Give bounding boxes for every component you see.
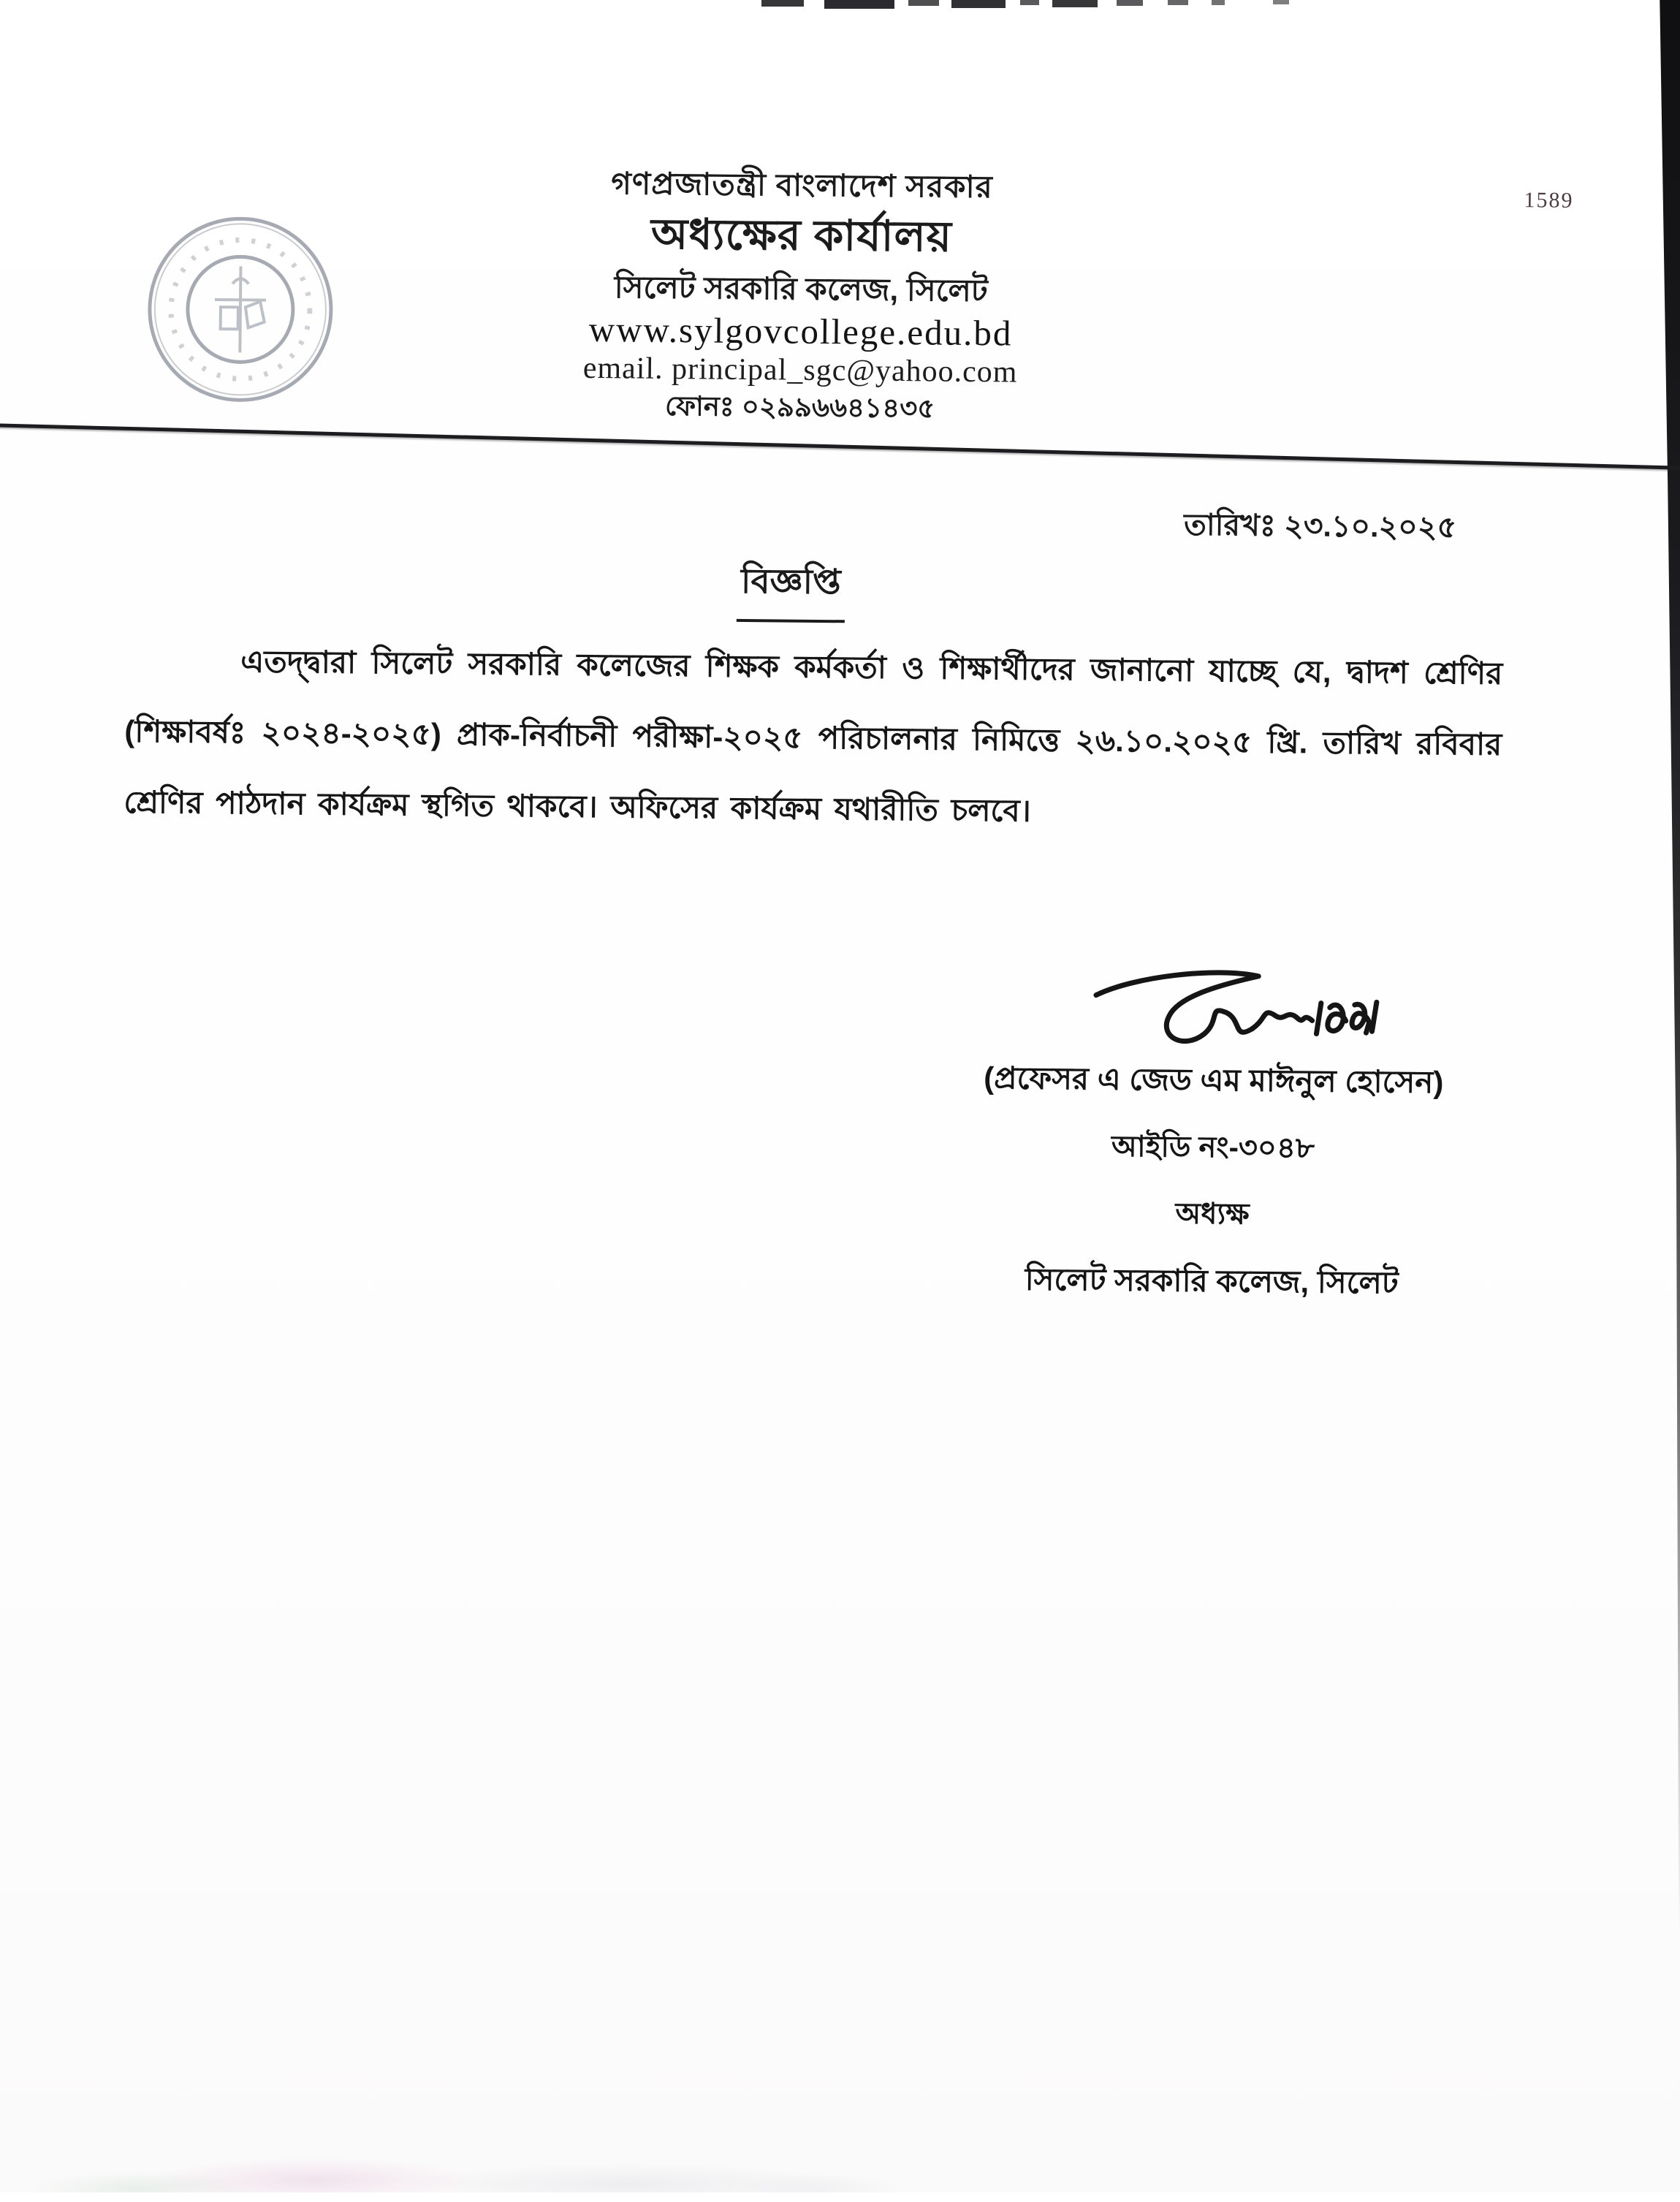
college-name: সিলেট সরকারি কলেজ, সিলেট — [614, 270, 988, 308]
government-title: গণপ্রজাতন্ত্রী বাংলাদেশ সরকার — [611, 166, 994, 205]
header-divider-rule — [0, 423, 1680, 470]
signature-block — [959, 1054, 1466, 1312]
office-title: অধ্যক্ষের কার্যালয় — [650, 210, 953, 261]
notice-title-text: বিজ্ঞপ্তি — [736, 555, 845, 623]
signer-name: (প্রফেসর এ জেড এম মাঈনুল হোসেন) — [984, 1060, 1444, 1100]
signer-id-number: আইডি নং-৩০৪৮ — [1111, 1130, 1315, 1165]
phone-text: ফোনঃ ০২৯৯৬৬৪১৪৩৫ — [664, 390, 935, 424]
website-text: www.sylgovcollege.edu.bd — [588, 308, 1013, 354]
college-seal-stamp — [144, 213, 338, 406]
reference-number: 1589 — [1524, 188, 1574, 213]
letterhead — [456, 164, 1145, 425]
notice-title — [0, 547, 1588, 630]
signer-designation: অধ্যক্ষ — [1175, 1197, 1250, 1231]
notice-body-paragraph: এতদ্দ্বারা সিলেট সরকারি কলেজের শিক্ষক কর্মকর্তা ও শিক্ষার্থীদের জানানো যাচ্ছে যে, দ্বাদশ শ্রেণির (শিক্ষাবর্ষঃ ২০২৪-২০২৫) প্রাক-নির্বাচনী পরীক্ষা-২০২৫ পরিচালনার নিমিত্তে ২৬.১০.২০২৫ খ্রি. তারিখ রবিবার শ্রেণির পাঠদান কার্যক্রম স্থগিত থাকবে। অফিসের কার্যক্রম যথারীতি চলবে। — [123, 644, 1503, 828]
email-text: email. principal_sgc@yahoo.com — [582, 351, 1018, 390]
date-line: তারিখঃ ২৩.১০.২০২৫ — [1183, 507, 1457, 544]
signer-college: সিলেট সরকারি কলেজ, সিলেট — [1025, 1261, 1399, 1300]
